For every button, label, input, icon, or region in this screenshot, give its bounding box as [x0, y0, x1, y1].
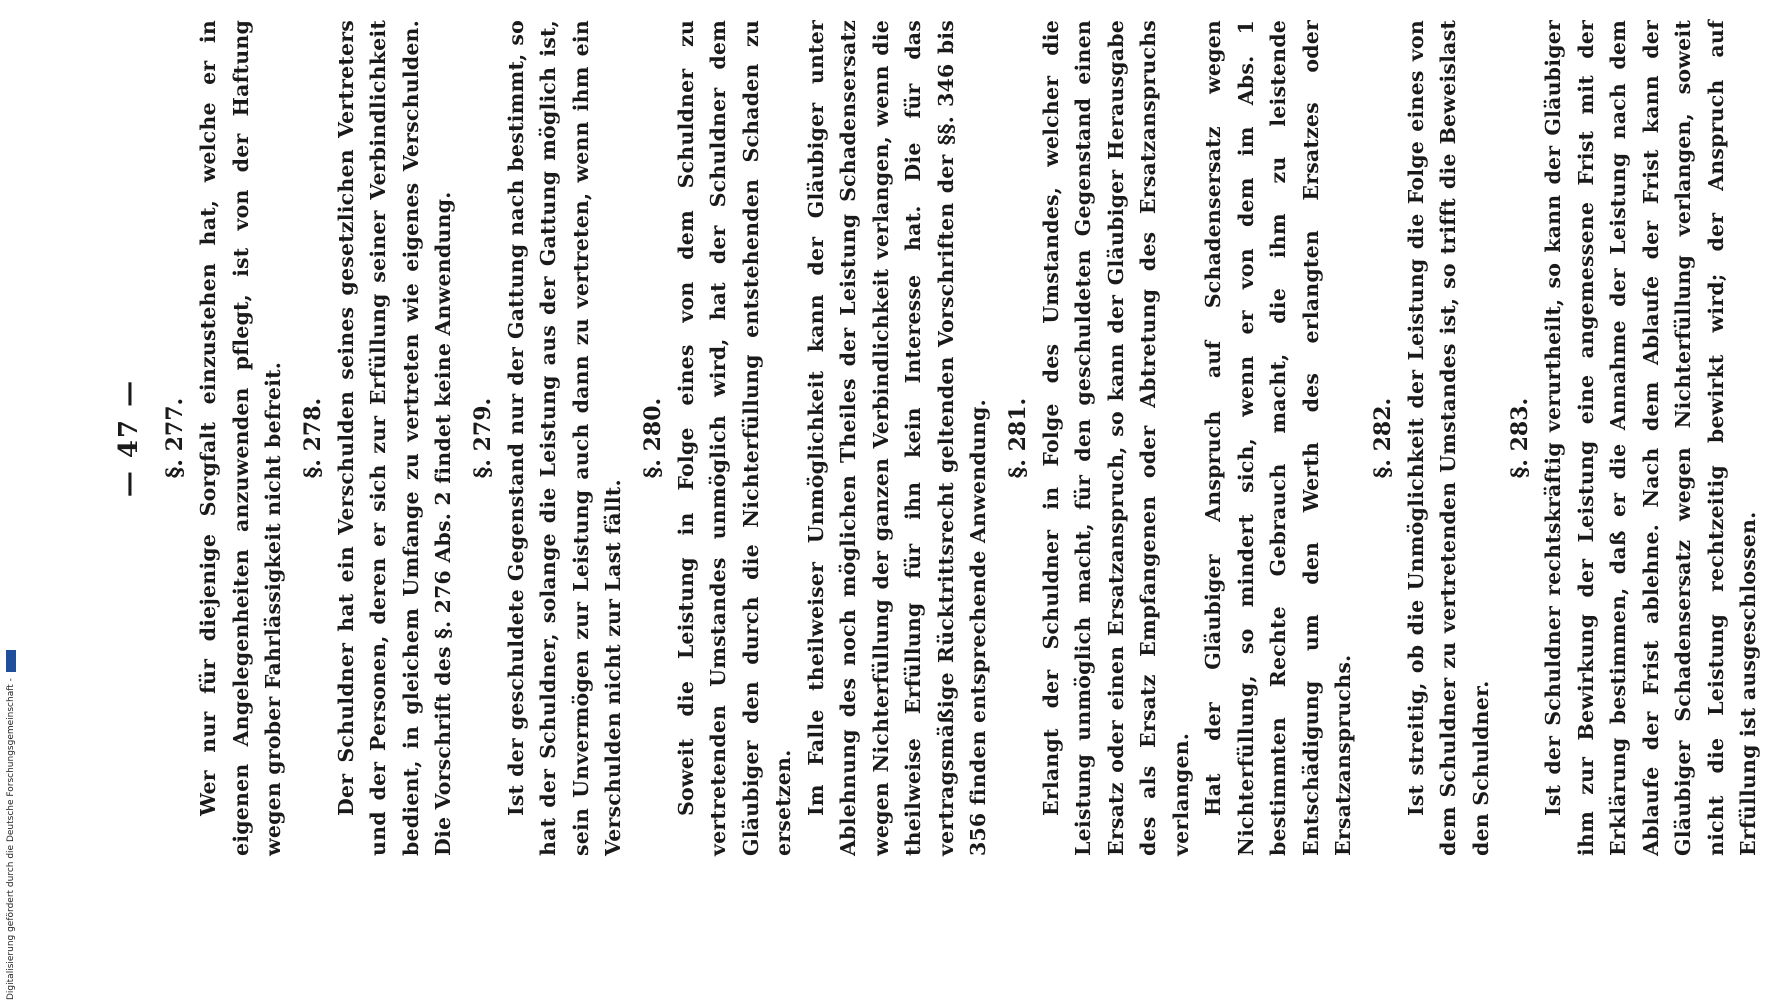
page-content-wrapper: [100, 0, 1760, 880]
section-paragraph: Erlangt der Schuldner in Folge des Umstandes, welcher die Leistung unmöglich macht, für den geschuldeten Gegenstand einen Ersatz oder einen Ersatzanspruch, so kann der Gläubiger Herausgabe des als Ersatz Empfangenen oder Abtretung des Ersatzanspruchs verlangen.: [1038, 20, 1193, 856]
section-paragraph: Der Schuldner hat ein Verschulden seines gesetzlichen Vertreters und der Personen, deren er sich zur Erfüllung seiner Verbindlichkeit bedient, in gleichem Umfange zu vertreten wie eigenes Verschulden. Die Vorschrift des §. 276 Abs. 2 findet keine Anwendung.: [333, 20, 455, 856]
rotated-page: [100, 0, 1760, 880]
section-paragraph: Soweit die Leistung in Folge eines von dem Schuldner zu vertretenden Umstandes unmöglich wird, hat der Schuldner dem Gläubiger den durch die Nichterfüllung entstehenden Schaden zu ersetzen.: [673, 20, 795, 856]
funding-margin-note: [4, 0, 18, 1000]
section-heading: §. 280.: [639, 397, 666, 479]
section-paragraph: Ist der Schuldner rechtskräftig verurtheilt, so kann der Gläubiger ihm zur Bewirkung der Leistung eine angemessene Frist mit der Erklärung bestimmen, daß er die Annahme der Leistung nach dem Ablaufe der Frist ablehne. Nach dem Ablaufe der Frist kann der Gläubiger Schadensersatz wegen Nichterfüllung verlangen, soweit nicht die Leistung rechtzeitig bewirkt wird; der Anspruch auf Erfüllung ist ausgeschlossen.: [1541, 20, 1760, 856]
section-paragraph: Ist der geschuldete Gegenstand nur der Gattung nach bestimmt, so hat der Schuldner, solange die Leistung aus der Gattung möglich ist, sein Unvermögen zur Leistung auch dann zu vertreten, wenn ihm ein Verschulden nicht zur Last fällt.: [503, 20, 625, 856]
document-body: [100, 0, 1765, 880]
section-heading: §. 279.: [469, 397, 496, 479]
section-heading: §. 281.: [1004, 397, 1031, 479]
dfg-logo: [6, 650, 16, 672]
section-paragraph: Ist streitig, ob die Unmöglichkeit der Leistung die Folge eines von dem Schuldner zu vertretenden Umstandes ist, so trifft die Beweislast den Schuldner.: [1403, 20, 1493, 856]
page-number: — 47 —: [114, 378, 144, 498]
section-heading: §. 278.: [299, 397, 326, 479]
section-paragraph: Wer nur für diejenige Sorgfalt einzustehen hat, welche er in eigenen Angelegenheiten anzuwenden pflegt, ist von der Haftung wegen grober Fahrlässigkeit nicht befreit.: [196, 20, 285, 856]
funding-note-text: Digitalisierung gefördert durch die Deutsche Forschungsgemeinschaft -: [6, 678, 16, 1000]
section-paragraph: Hat der Gläubiger Anspruch auf Schadensersatz wegen Nichterfüllung, so mindert sich, wenn er von dem im Abs. 1 bestimmten Rechte Gebrauch macht, die ihm zu leistende Entschädigung um den Werth des erlangten Ersatzes oder Ersatzanspruchs.: [1201, 20, 1355, 856]
section-paragraph: Im Falle theilweiser Unmöglichkeit kann der Gläubiger unter Ablehnung des noch möglichen Theiles der Leistung Schadensersatz wegen Nichterfüllung der ganzen Verbindlichkeit verlangen, wenn die theilweise Erfüllung für ihn kein Interesse hat. Die für das vertragsmäßige Rücktrittsrecht geltenden Vorschriften der §§. 346 bis 356 finden entsprechende Anwendung.: [803, 20, 990, 856]
section-heading: §. 277.: [162, 397, 188, 479]
section-heading: §. 282.: [1369, 397, 1396, 479]
section-heading: §. 283.: [1507, 397, 1533, 479]
